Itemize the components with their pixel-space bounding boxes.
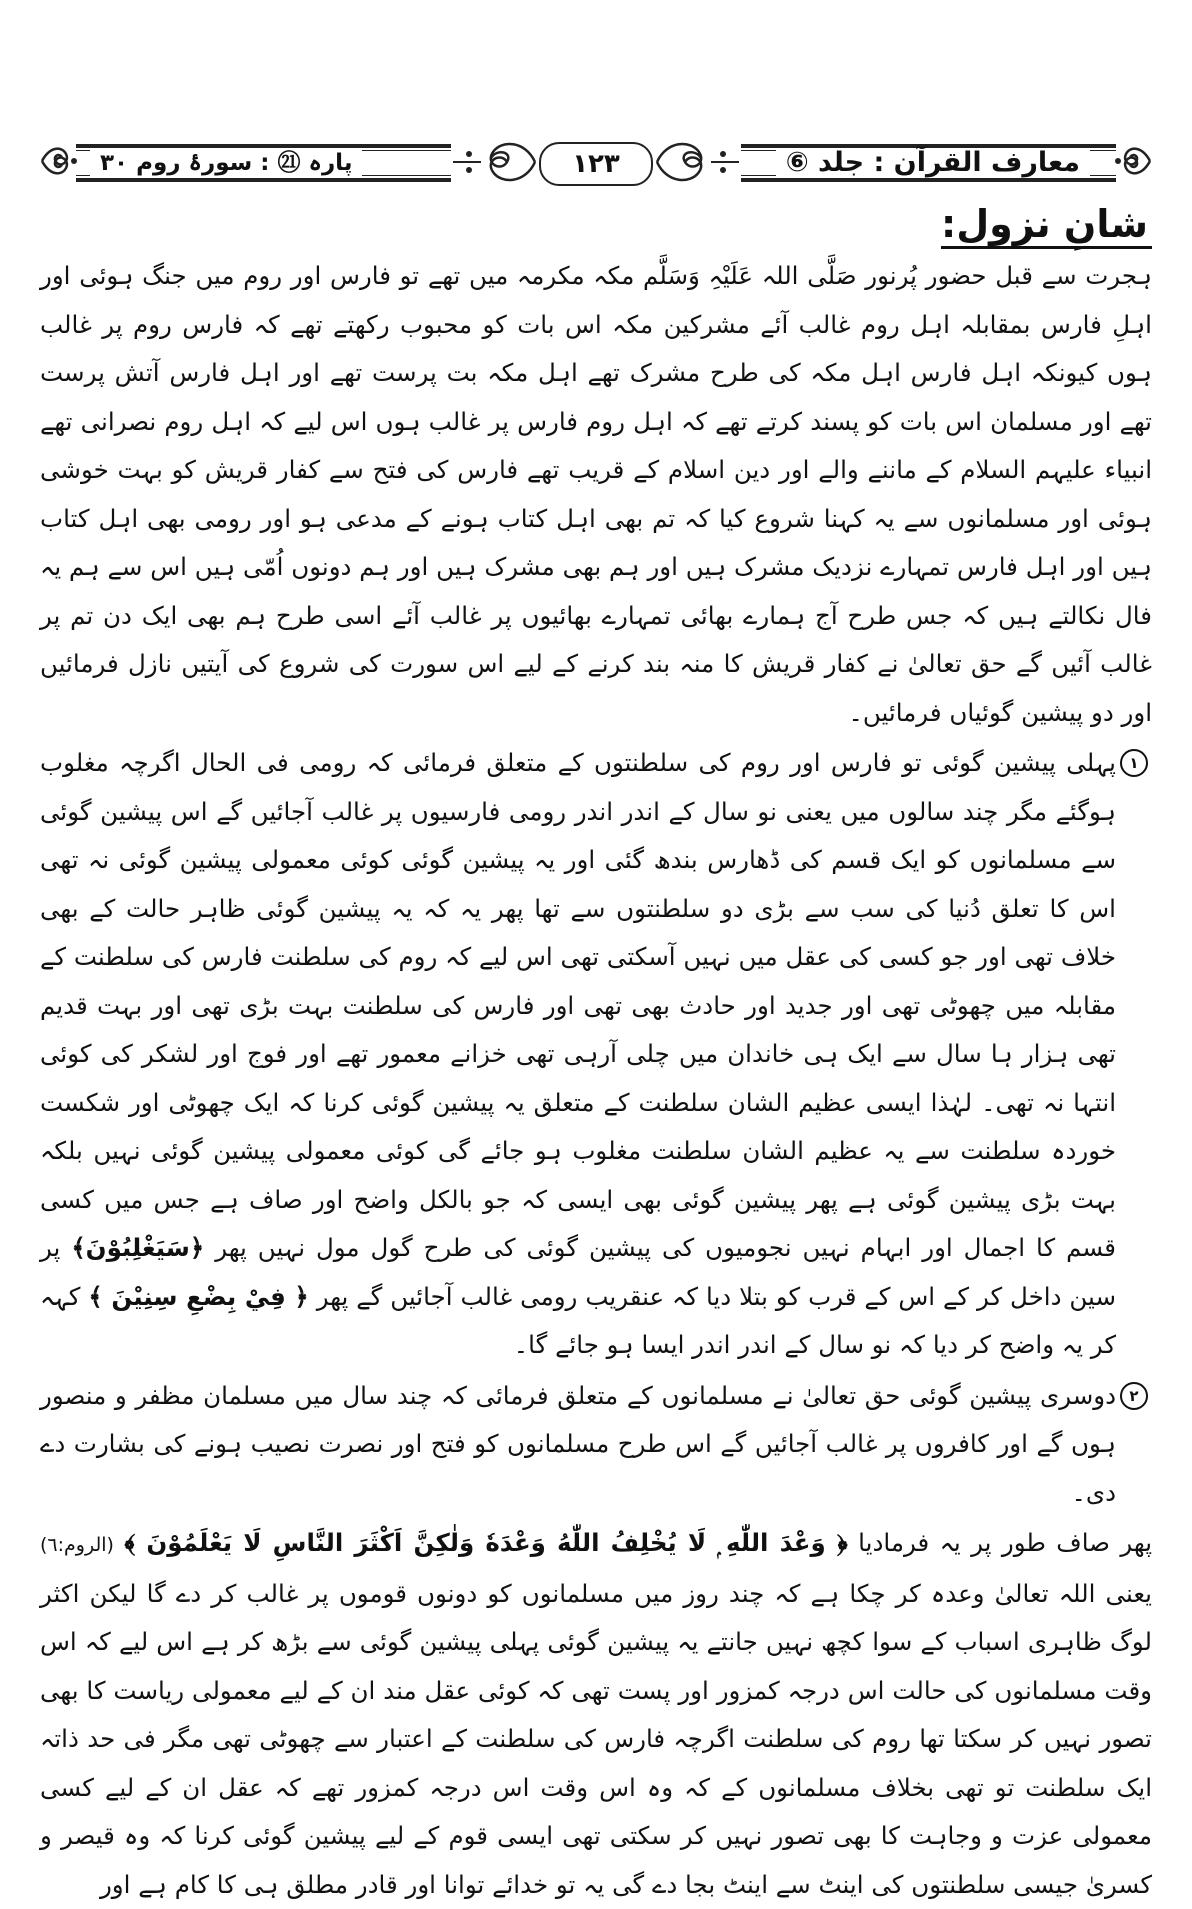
item-text-part-b: پر سین داخل کر کے اس کے قرب کو بتلا دیا کہ عنقریب رومی غالب آجائیں گے پھر <box>40 1233 1116 1311</box>
closing-paragraph <box>40 1519 1152 1909</box>
cartouche-ornament-right-icon <box>651 134 741 190</box>
closing-text-part-a: پھر صاف طور پر یہ فرمادیا <box>858 1528 1153 1557</box>
cartouche-ornament-left-icon <box>451 134 541 190</box>
book-title: معارف القرآن : جلد ⑥ <box>776 148 1090 178</box>
quran-quote: ﴿ فِيْ بِضْعِ سِنِيْنَ ﴾ <box>88 1281 309 1311</box>
item-number-badge: ٢ <box>1116 1372 1152 1421</box>
verse-reference: (الروم:٦) <box>40 1534 114 1556</box>
corner-ornament-left-icon <box>40 138 80 184</box>
item-number-badge: ١ <box>1116 739 1152 788</box>
item-text-part-a: پہلی پیشین گوئی تو فارس اور روم کی سلطنتوں کے متعلق فرمائی کہ رومی فی الحال اگرچہ مغلوب ہوگئے مگر چند سالوں میں یعنی نو سال کے اندر اندر رومی فارسیوں پر غالب آجائیں گے اس پیشین گوئی سے مسلمانوں کو ایک قسم کی ڈھارس بندھ گئی اور یہ پیشین گوئی کوئی معمولی پیشین گوئی نہ تھی اس کا تعلق دُنیا کی سب سے بڑی دو سلطنتوں سے تھا پھر یہ کہ یہ پیشین گوئی ظاہر حالت کے بھی خلاف تھی اور جو کسی کی عقل میں نہیں آسکتی تھی اس لیے کہ روم کی سلطنت فارس کی سلطنت کے مقابلہ میں چھوٹی تھی اور جدید اور حادث بھی تھی اور فارس کی سلطنت بہت بڑی تھی اور بہت قدیم تھی ہزار ہا سال سے ایک ہی خاندان میں چلی آرہی تھی خزانے معمور تھے اور فوج اور لشکر کی کوئی انتہا نہ تھی۔ لہٰذا ایسی عظیم الشان سلطنت کے متعلق یہ پیشین گوئی کرنا کہ ایک چھوٹی اور شکست خوردہ سلطنت سے یہ عظیم الشان سلطنت مغلوب ہو جائے گی کوئی معمولی پیشین گوئی نہیں بلکہ بہت بڑی پیشین گوئی ہے پھر پیشین گوئی بھی ایسی کہ جو بالکل واضح اور صاف ہے جس میں کسی قسم کا اجمال اور ابہام نہیں نجومیوں کی پیشین گوئی کی طرح گول مول نہیں پھر <box>40 748 1116 1262</box>
page-number: ۱۲۳ <box>539 142 653 186</box>
intro-paragraph: ہجرت سے قبل حضور پُرنور صَلَّی اللہ عَلَیْہِ وَسَلَّم مکہ مکرمہ میں تھے تو فارس اور روم میں جنگ ہوئی اور اہلِ فارس بمقابلہ اہل روم غالب آئے مشرکین مکہ اس بات کو محبوب رکھتے تھے کہ فارس روم پر غالب ہوں کیونکہ اہل فارس اہل مکہ کی طرح مشرک تھے اہل مکہ بت پرست تھے اور اہل فارس آتش پرست تھے اور مسلمان اس بات کو پسند کرتے تھے کہ اہل روم فارس پر غالب ہوں اس لیے کہ اہل روم نصرانی تھے انبیاء علیہم السلام کے ماننے والے اور دین اسلام کے قریب تھے فارس کی فتح سے کفار قریش کو بہت خوشی ہوئی اور مسلمانوں سے یہ کہنا شروع کیا کہ تم بھی اہل کتاب ہونے کے مدعی ہو اور رومی بھی اہل کتاب ہیں اور اہل فارس تمہارے نزدیک مشرک ہیں اور ہم بھی مشرک ہیں اور ہم دونوں اُمّی ہیں اس سے ہم یہ فال نکالتے ہیں کہ جس طرح آج ہمارے بھائی تمہارے بھائیوں پر غالب آئے اسی طرح ہم بھی ایک دن تم پر غالب آئیں گے حق تعالیٰ نے کفار قریش کا منہ بند کرنے کے لیے اس سورت کی شروع کی آیتیں نازل فرمائیں اور دو پیشین گوئیاں فرمائیں۔ <box>40 261 1152 727</box>
prophecy-item-1 <box>40 739 1152 1370</box>
section-heading-text: شانِ نزول: <box>941 202 1152 249</box>
item-text <box>40 739 1116 1370</box>
body-text <box>40 252 1152 1909</box>
item-text-part-c: کہہ کر یہ واضح کر دیا کہ نو سال کے اندر اندر ایسا ہو جائے گا۔ <box>40 1281 1116 1359</box>
page <box>40 130 1153 1899</box>
quran-quote: ﴿ وَعْدَ اللّٰهِ ۭ لَا يُخْلِفُ اللّٰهُ وَعْدَهٗ وَلٰكِنَّ اَكْثَرَ النَّاسِ لَا يَعْلَمُوْنَ ﴾ <box>124 1528 848 1557</box>
running-header <box>40 130 1152 192</box>
para-surah-info: پارہ ㉑ : سورۂ روم ۳۰ <box>90 148 362 178</box>
section-heading <box>40 196 1152 252</box>
quran-quote: ﴿سَيَغْلِبُوْنَ﴾ <box>71 1233 205 1262</box>
closing-text-part-b: یعنی اللہ تعالیٰ وعدہ کر چکا ہے کہ چند روز میں مسلمانوں کو دونوں قوموں پر غالب کر دے گا لیکن اکثر لوگ ظاہری اسباب کے سوا کچھ نہیں جانتے یہ پیشین گوئی پہلی پیشین گوئی سے بڑھ کر ہے اس لیے کہ اس وقت مسلمانوں کی حالت اس درجہ کمزور اور پست تھی کہ کوئی عقل مند ان کے لیے معمولی ریاست کا بھی تصور نہیں کر سکتا تھا روم کی سلطنت اگرچہ فارس کی سلطنت کے اعتبار سے چھوٹی تھی مگر فی حد ذاتہ ایک سلطنت تو تھی بخلاف مسلمانوں کے کہ وہ اس وقت اس درجہ کمزور تھے کہ عقل ان کے لیے کسی معمولی عزت و وجاہت کا بھی تصور نہیں کر سکتی تھی ایسی قوم کے لیے پیشین گوئی کرنا کہ وہ قیصر و کسریٰ جیسی سلطنتوں کی اینٹ سے اینٹ بجا دے گی یہ تو خدائے توانا اور قادر مطلق ہی کا کام ہے اور <box>40 1578 1152 1899</box>
item-text: دوسری پیشین گوئی حق تعالیٰ نے مسلمانوں کے متعلق فرمائی کہ چند سال میں مسلمان مظفر و منصور ہوں گے اور کافروں پر غالب آجائیں گے اس طرح مسلمانوں کو فتح اور نصرت نصیب ہونے کی بشارت دے دی۔ <box>40 1380 1116 1507</box>
prophecy-item-2 <box>40 1372 1152 1518</box>
page-number-cartouche <box>451 134 741 190</box>
corner-ornament-right-icon <box>1112 138 1152 184</box>
